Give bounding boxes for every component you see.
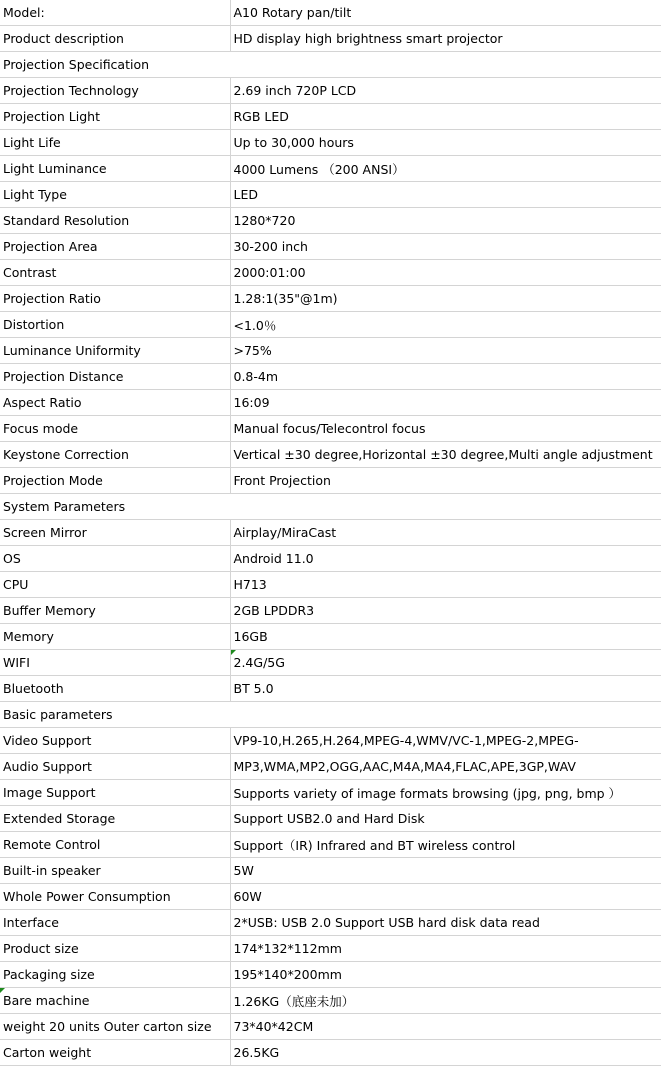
section-heading: Projection Specification	[0, 52, 661, 78]
spec-value: Vertical ±30 degree,Horizontal ±30 degree,Multi angle adjustment	[230, 442, 661, 468]
section-heading: Basic parameters	[0, 702, 661, 728]
spec-value: MP3,WMA,MP2,OGG,AAC,M4A,MA4,FLAC,APE,3GP,WAV	[230, 754, 661, 780]
spec-row	[0, 260, 661, 286]
spec-value: 2*USB: USB 2.0 Support USB hard disk data read	[230, 910, 661, 936]
spec-row	[0, 858, 661, 884]
spec-value: BT 5.0	[230, 676, 661, 702]
spec-value: >75%	[230, 338, 661, 364]
spec-row	[0, 754, 661, 780]
spec-label: Luminance Uniformity	[0, 338, 230, 364]
spec-row	[0, 104, 661, 130]
spec-label: Distortion	[0, 312, 230, 338]
spec-value: Airplay/MiraCast	[230, 520, 661, 546]
spec-value: 16:09	[230, 390, 661, 416]
spec-row	[0, 728, 661, 754]
spec-value: A10 Rotary pan/tilt	[230, 0, 661, 26]
spec-value: 60W	[230, 884, 661, 910]
spec-label: Audio Support	[0, 754, 230, 780]
spec-value: 1.28:1(35"@1m)	[230, 286, 661, 312]
spec-label: Buffer Memory	[0, 598, 230, 624]
spec-row	[0, 1040, 661, 1066]
spec-row	[0, 182, 661, 208]
spec-label: Light Life	[0, 130, 230, 156]
spec-label: Light Luminance	[0, 156, 230, 182]
spec-row	[0, 832, 661, 858]
spec-label: Extended Storage	[0, 806, 230, 832]
spec-label: Product size	[0, 936, 230, 962]
spec-row	[0, 130, 661, 156]
spec-label: Remote Control	[0, 832, 230, 858]
spec-row	[0, 364, 661, 390]
spec-label: weight 20 units Outer carton size	[0, 1014, 230, 1040]
spec-label: Projection Technology	[0, 78, 230, 104]
spec-value: Support（IR) Infrared and BT wireless control	[230, 832, 661, 858]
spec-label: Keystone Correction	[0, 442, 230, 468]
spec-value: 30-200 inch	[230, 234, 661, 260]
spec-row	[0, 416, 661, 442]
spec-row	[0, 208, 661, 234]
spec-value: 2.4G/5G	[230, 650, 661, 676]
spec-label: Bare machine	[0, 988, 230, 1014]
spec-label: Packaging size	[0, 962, 230, 988]
spec-value: Front Projection	[230, 468, 661, 494]
spec-label: Image Support	[0, 780, 230, 806]
spec-row	[0, 650, 661, 676]
spec-row	[0, 572, 661, 598]
spec-label: Standard Resolution	[0, 208, 230, 234]
spec-value: Android 11.0	[230, 546, 661, 572]
spec-value: Up to 30,000 hours	[230, 130, 661, 156]
spec-value: HD display high brightness smart projector	[230, 26, 661, 52]
spec-row	[0, 442, 661, 468]
spec-row	[0, 624, 661, 650]
spec-value: 4000 Lumens （200 ANSI）	[230, 156, 661, 182]
spec-value: 195*140*200mm	[230, 962, 661, 988]
section-row	[0, 702, 661, 728]
spec-row	[0, 936, 661, 962]
spec-value: 16GB	[230, 624, 661, 650]
spec-row	[0, 338, 661, 364]
spec-label: Projection Area	[0, 234, 230, 260]
spec-row	[0, 468, 661, 494]
spec-row	[0, 962, 661, 988]
spec-value: LED	[230, 182, 661, 208]
spec-value: VP9-10,H.265,H.264,MPEG-4,WMV/VC-1,MPEG-2,MPEG-	[230, 728, 661, 754]
spec-row	[0, 598, 661, 624]
section-row	[0, 494, 661, 520]
spec-value: Manual focus/Telecontrol focus	[230, 416, 661, 442]
spec-value: 0.8-4m	[230, 364, 661, 390]
spec-value: <1.0％	[230, 312, 661, 338]
spec-label: Focus mode	[0, 416, 230, 442]
spec-row	[0, 520, 661, 546]
spec-label: Projection Light	[0, 104, 230, 130]
spec-row	[0, 988, 661, 1014]
spec-value: 174*132*112mm	[230, 936, 661, 962]
spec-label: Aspect Ratio	[0, 390, 230, 416]
spec-row	[0, 1014, 661, 1040]
spec-value: Supports variety of image formats browsing (jpg, png, bmp ）	[230, 780, 661, 806]
spec-label: Built-in speaker	[0, 858, 230, 884]
spec-value: 5W	[230, 858, 661, 884]
spec-row	[0, 780, 661, 806]
section-row	[0, 52, 661, 78]
spec-label: Interface	[0, 910, 230, 936]
spec-value: 1280*720	[230, 208, 661, 234]
spec-value: 26.5KG	[230, 1040, 661, 1066]
spec-label: Contrast	[0, 260, 230, 286]
spec-value: RGB LED	[230, 104, 661, 130]
spec-row	[0, 806, 661, 832]
spec-value: H713	[230, 572, 661, 598]
spec-row	[0, 156, 661, 182]
spec-row	[0, 676, 661, 702]
spec-label: Whole Power Consumption	[0, 884, 230, 910]
spec-row	[0, 0, 661, 26]
spec-value: 73*40*42CM	[230, 1014, 661, 1040]
section-heading: System Parameters	[0, 494, 661, 520]
spec-row	[0, 234, 661, 260]
spec-value: 2GB LPDDR3	[230, 598, 661, 624]
spec-value: 2000:01:00	[230, 260, 661, 286]
spec-row	[0, 546, 661, 572]
spec-row	[0, 78, 661, 104]
spec-row	[0, 910, 661, 936]
spec-label: Memory	[0, 624, 230, 650]
spec-row	[0, 286, 661, 312]
spec-row	[0, 312, 661, 338]
spec-value: Support USB2.0 and Hard Disk	[230, 806, 661, 832]
spec-label: Screen Mirror	[0, 520, 230, 546]
spec-label: Carton weight	[0, 1040, 230, 1066]
spec-label: CPU	[0, 572, 230, 598]
spec-label: Projection Mode	[0, 468, 230, 494]
spec-row	[0, 26, 661, 52]
spec-value: 1.26KG（底座未加）	[230, 988, 661, 1014]
spec-label: Light Type	[0, 182, 230, 208]
spec-label: Projection Ratio	[0, 286, 230, 312]
spec-label: Bluetooth	[0, 676, 230, 702]
spec-row	[0, 884, 661, 910]
spec-label: Model:	[0, 0, 230, 26]
spec-label: WIFI	[0, 650, 230, 676]
spec-value: 2.69 inch 720P LCD	[230, 78, 661, 104]
spec-row	[0, 390, 661, 416]
spec-label: Video Support	[0, 728, 230, 754]
spec-label: OS	[0, 546, 230, 572]
spec-label: Product description	[0, 26, 230, 52]
spec-label: Projection Distance	[0, 364, 230, 390]
